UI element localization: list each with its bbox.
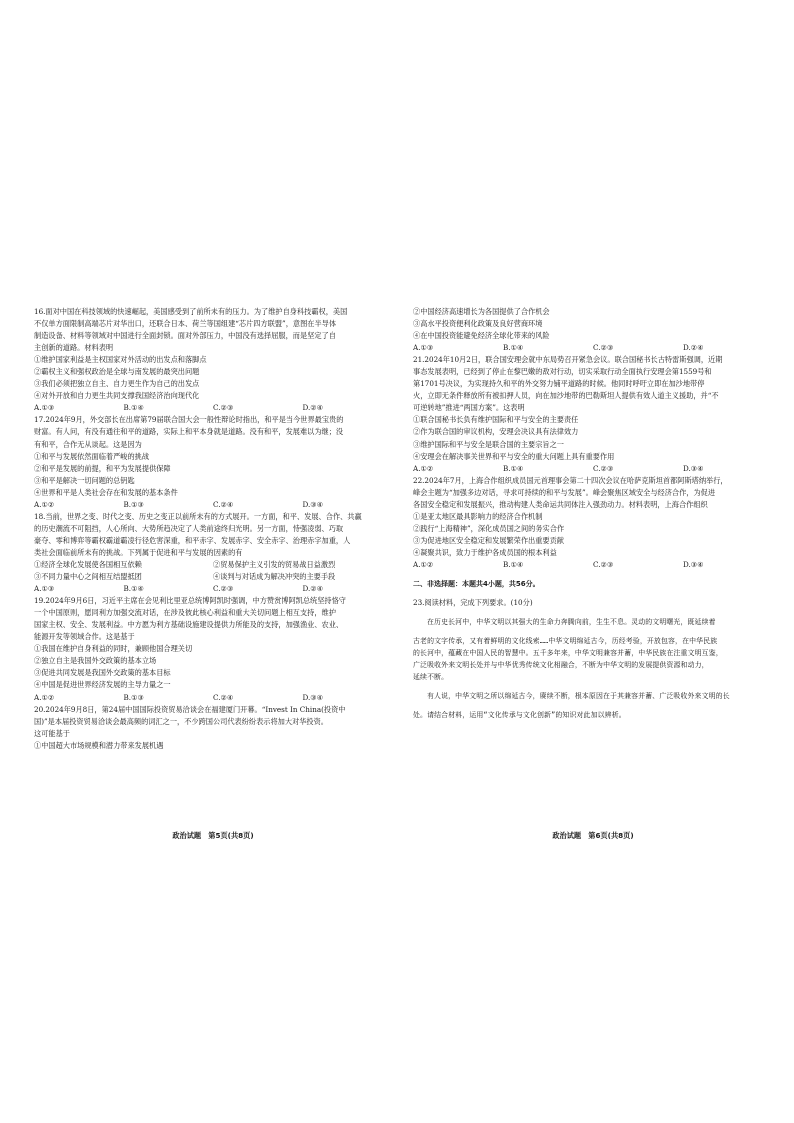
question-title: 23.阅读材料，完成下列要求。(10分) xyxy=(413,598,533,608)
question-23 xyxy=(413,597,773,721)
option-b: B.①④ xyxy=(123,584,144,594)
reading-material xyxy=(413,616,773,683)
choice-item: ③和平是解决一切问题的总钥匙 xyxy=(34,475,135,485)
option-a: A.①③ xyxy=(34,584,55,594)
question-19 xyxy=(34,595,392,703)
answer-options xyxy=(34,402,392,414)
choice-item: ②践行“上海精神”，深化成员国之间的务实合作 xyxy=(413,523,565,533)
question-stem: 21.2024年10月2日，联合国安理会就中东局势召开紧急会议。联合国秘书长古特雷斯强调，近期 事态发展表明，已经到了停止在黎巴嫩的敌对行动，切实采取行动全面执行安理会第1559号和 第1701号决议，为实现持久和平的外交努力铺平道路的时候。他同时呼吁立即在加沙地带停 火，立即无条件释放所有被扣押人员，向在加沙地带的巴勒斯坦人提供有效人道主义援助，并“不 可逆转地”推进“两国方案”。这表明 xyxy=(413,355,723,413)
choice-item: ③我们必须把独立自主、自力更生作为自己的出发点 xyxy=(34,379,200,389)
option-b: B.①④ xyxy=(503,343,524,353)
choice-item: ③维护国际和平与安全是联合国的主要宗旨之一 xyxy=(413,439,564,449)
question-stem: 22.2024年7月，上海合作组织成员国元首理事会第二十四次会议在哈萨克斯坦首都阿斯塔纳举行， 峰会主题为“加强多边对话，寻求可持续的和平与发展”。峰会聚焦区域安全与经济合作，为促进 各国安全稳定和发展振兴，推动构建人类命运共同体注入强劲动力。材料表明，上海合作组织 xyxy=(413,475,728,509)
choice-item: ④在中国投资能避免经济全球化带来的风险 xyxy=(413,331,550,341)
option-d: D.③④ xyxy=(683,463,704,473)
choice-item: ③不同力量中心之间相互结盟抵团 xyxy=(34,572,142,582)
material-line: 古老的文字传承，又有着鲜明的文化线索……中华文明绵延古今，历经考验，开放包容，在中华民族 xyxy=(413,636,718,645)
option-a: A.①② xyxy=(34,499,55,509)
page-footer-left: 政治试题 第5页(共8页) xyxy=(172,831,254,840)
material-line: 在历史长河中，中华文明以其强大的生命力奔腾向前，生生不息。灵动的文明曙光，既延续着 xyxy=(427,618,716,627)
question-stem: 20.2024年9月8日，第24届中国国际投资贸易洽谈会在福建厦门开幕。“Invest In China(投资中 国)”是本届投资贸易洽谈会最高频的词汇之一，不少跨国公司代表纷纷表示将加大对华投资。 这可能基于 xyxy=(34,704,346,738)
option-c: C.②③ xyxy=(593,463,614,473)
option-a: A.①② xyxy=(413,463,434,473)
option-a: A.①③ xyxy=(34,403,55,413)
choice-item: ④凝聚共识，致力于维护各成员国的根本利益 xyxy=(413,547,557,557)
choice-item: ②和平是发展的前提，和平为发展提供保障 xyxy=(34,463,171,473)
choice-row xyxy=(34,571,392,583)
material-line: 延续不断。 xyxy=(413,673,449,682)
question-22 xyxy=(413,475,773,571)
question-20 xyxy=(34,704,392,752)
answer-options xyxy=(34,499,392,511)
question-stem: 18.当前，世界之变、时代之变、历史之变正以前所未有的方式展开。一方面，和平、发展、合作、共赢 的历史潮流不可阻挡，人心所向、大势所趋决定了人类前途终归光明。另一方面，恃强凌弱、巧取 豪夺、零和博弈等霸权霸道霸凌行径危害深重，和平赤字、发展赤字、安全赤字、治理赤字加重，人 类社会面临前所未有的挑战。下列属于促进和平与发展的因素的有 xyxy=(34,511,362,557)
choice-item: ①和平与发展依然面临着严峻的挑战 xyxy=(34,451,150,461)
question-stem: 19.2024年9月6日，习近平主席在会见利比里亚总统博阿凯时强调，中方赞赏博阿凯总统坚持恪守 一个中国原则，愿同利方加强交流对话，在涉及彼此核心利益和重大关切问题上相互支持，维护 国家主权、安全、发展利益。中方愿为利方基础设施建设提供力所能及的支持，加强渔业、农业、 能源开发等领域合作。这是基于 xyxy=(34,596,346,642)
choice-item: ①经济全球化发展使各国相互依赖 xyxy=(34,559,142,569)
choice-item: ②中国经济高速增长为各国提供了合作机会 xyxy=(413,307,550,316)
choice-item: ②霸权主义和强权政治是全球与南发展的最突出问题 xyxy=(34,367,200,377)
option-c: C.②③ xyxy=(593,559,614,569)
section-heading: 二、非选择题：本题共4小题，共56分。 xyxy=(413,580,540,589)
option-c: C.②③ xyxy=(593,343,614,353)
option-b: B.①④ xyxy=(503,559,524,569)
option-b: B.①③ xyxy=(123,692,144,702)
choice-item: ②作为联合国的审议机构，安理会决议具有法律效力 xyxy=(413,427,579,437)
option-c: C.②③ xyxy=(213,403,234,413)
answer-options xyxy=(34,692,392,704)
option-b: B.①④ xyxy=(123,403,144,413)
choice-item: ④对外开放和自力更生共同支撑我国经济治向现代化 xyxy=(34,391,200,401)
question-stem: 16.面对中国在科技领域的快速崛起，美国感受到了前所未有的压力。为了维护自身科技霸权，美国 不仅单方面限制高端芯片对华出口，还联合日本、荷兰等国组建“芯片四方联盟”，意图在半导体 制造设备、材料等领域对中国进行全面封锁。面对外部压力，中国没有选择屈服，而是坚定了自 主创新的道路。材料表明 xyxy=(34,307,348,353)
material-line: 广泛吸收外来文明长处并与中华优秀传统文化相融合，不断为中华文明的发展提供资源和动力， xyxy=(413,661,709,670)
option-d: D.②④ xyxy=(302,403,324,413)
choice-item: ①是亚太地区最具影响力的经济合作机制 xyxy=(413,511,543,521)
question-stem: 17.2024年9月，外交部长在出席第79届联合国大会一般性辩论时指出，和平是当今世界最宝贵的 财富。有人问，有没有通往和平的道路，实际上和平本身就是道路。没有和平，发展难以为继；没 有和平，合作无从谈起。这是因为 xyxy=(34,415,344,449)
question-20-continued xyxy=(413,306,773,354)
answer-options xyxy=(413,463,773,475)
option-a: A.①③ xyxy=(413,343,434,353)
option-c: C.②④ xyxy=(213,499,234,509)
option-d: D.③④ xyxy=(683,559,704,569)
option-a: A.①② xyxy=(34,692,55,702)
answer-options xyxy=(413,342,773,354)
choice-item: ①联合国秘书长负有维护国际和平与安全的主要责任 xyxy=(413,415,579,425)
page-footer-right: 政治试题 第6页(共8页) xyxy=(552,831,634,840)
option-b: B.①④ xyxy=(503,463,524,473)
choice-item: ④谈判与对话成为解决冲突的主要手段 xyxy=(213,572,336,582)
question-17 xyxy=(34,414,392,510)
option-d: D.③④ xyxy=(302,499,324,509)
option-c: C.②③ xyxy=(213,584,234,594)
question-18 xyxy=(34,511,392,595)
option-a: A.①② xyxy=(413,559,434,569)
answer-options xyxy=(34,583,392,595)
option-d: D.②④ xyxy=(302,584,324,594)
choice-row xyxy=(34,559,392,571)
choice-item: ③高水平投资便利化政策及良好营商环境 xyxy=(413,319,543,329)
choice-item: ②贸易保护主义引发的贸易战日益激烈 xyxy=(213,559,336,569)
choice-item: ①我国在维护自身利益的同时，兼顾他国合理关切 xyxy=(34,644,193,654)
question-16 xyxy=(34,306,392,414)
question-requirement: 处。请结合材料，运用“文化传承与文化创新”的知识对此加以辨析。 xyxy=(413,710,626,719)
option-d: D.②④ xyxy=(683,343,704,353)
option-c: C.②④ xyxy=(213,692,234,702)
answer-options xyxy=(413,559,773,571)
choice-item: ③为促进地区安全稳定和发展繁荣作出重要贡献 xyxy=(413,535,564,545)
choice-item: ②独立自主是我国外交政策的基本立场 xyxy=(34,656,157,666)
question-21 xyxy=(413,354,773,474)
page-5-column xyxy=(34,306,392,752)
choice-item: ④中国是促进世界经济发展的主导力量之一 xyxy=(34,680,171,690)
page-6-column xyxy=(413,306,773,721)
choice-item: ④世界和平是人类社会存在和发展的基本条件 xyxy=(34,487,178,497)
choice-item: ③促进共同发展是我国外交政策的基本目标 xyxy=(34,668,171,678)
question-requirement: 有人说，中华文明之所以绵延古今，赓续不断，根本原因在于其兼容并蓄、广泛吸收外来文明的长 xyxy=(427,692,730,701)
choice-item: ④安理会在解决事关世界和平与安全的重大问题上具有重要作用 xyxy=(413,451,615,461)
choice-item: ①维护国家利益是主权国家对外活动的出发点和落脚点 xyxy=(34,355,207,365)
material-line: 的长河中，蕴藏在中国人民的智慧中。五千多年来，中华文明兼容并蓄，中华民族在注重文明互鉴， xyxy=(413,649,723,657)
option-d: D.③④ xyxy=(302,692,324,702)
choice-item: ①中国超大市场规模和潜力带来发展机遇 xyxy=(34,740,164,750)
option-b: B.①③ xyxy=(123,499,144,509)
